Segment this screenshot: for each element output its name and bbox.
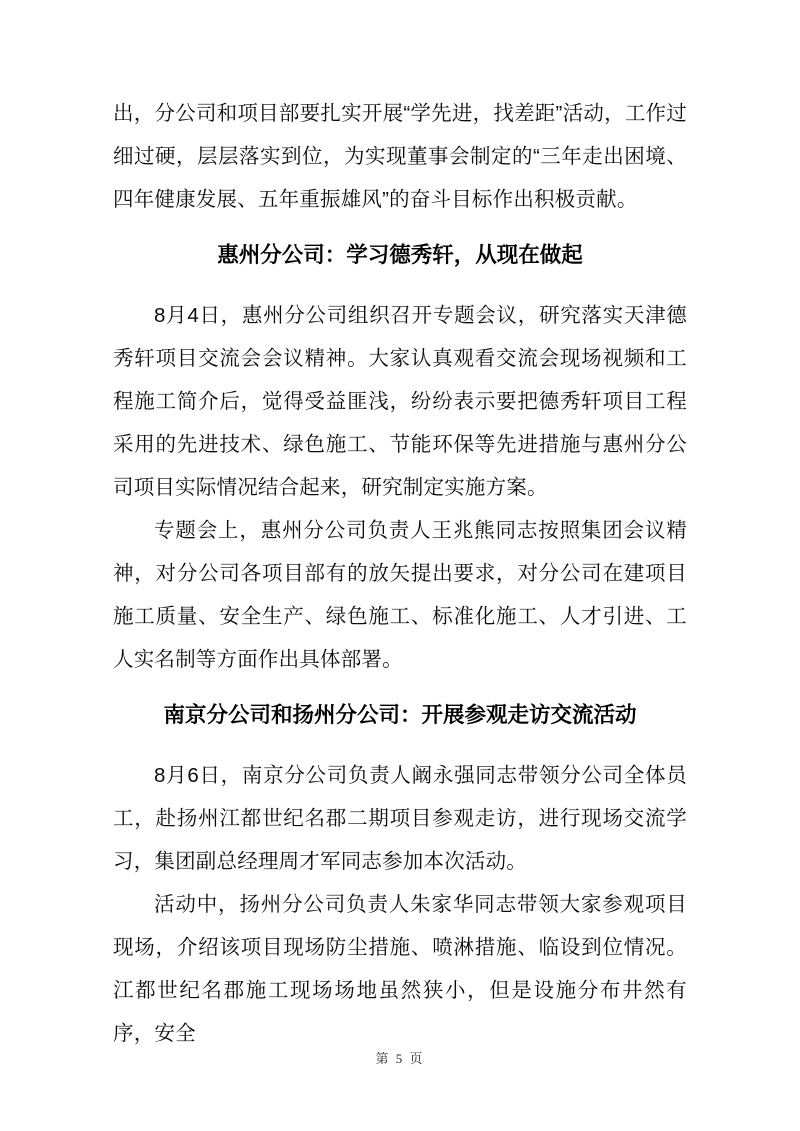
paragraph-goal-continuation: 出，分公司和项目部要扎实开展“学先进，找差距”活动，工作过细过硬，层层落实到位，为实现董事会制定的“三年走出困境、四年健康发展、五年重振雄风”的奋斗目标作出积极贡献。 xyxy=(113,102,687,211)
page-footer xyxy=(0,1048,800,1067)
page-number: 第 5 页 xyxy=(375,1051,425,1066)
document-body xyxy=(113,92,687,1055)
paragraph-huizhou-meeting: 8月4日，惠州分公司组织召开专题会议，研究落实天津德秀轩项目交流会会议精神。大家认真观看交流会现场视频和工程施工简介后，觉得受益匪浅，纷纷表示要把德秀轩项目工程采用的先进技术、绿色施工、节能环保等先进措施与惠州分公司项目实际情况结合起来，研究制定实施方案。 xyxy=(113,304,687,499)
heading-nanjing-yangzhou-branch: 南京分公司和扬州分公司：开展参观走访交流活动 xyxy=(163,703,637,727)
paragraph-yangzhou-site-tour: 活动中，扬州分公司负责人朱家华同志带领大家参观项目现场，介绍该项目现场防尘措施、喷淋措施、临设到位情况。江都世纪名郡施工现场场地虽然狭小，但是设施分布井然有序，安全 xyxy=(113,893,687,1045)
heading-huizhou-branch: 惠州分公司：学习德秀轩，从现在做起 xyxy=(217,243,583,267)
paragraph-nanjing-visit: 8月6日，南京分公司负责人阚永强同志带领分公司全体员工，赴扬州江都世纪名郡二期项目参观走访，进行现场交流学习，集团副总经理周才军同志参加本次活动。 xyxy=(113,764,687,873)
paragraph-huizhou-deployment: 专题会上，惠州分公司负责人王兆熊同志按照集团会议精神，对分公司各项目部有的放矢提出要求，对分公司在建项目施工质量、安全生产、绿色施工、标准化施工、人才引进、工人实名制等方面作出具体部署。 xyxy=(113,519,687,671)
